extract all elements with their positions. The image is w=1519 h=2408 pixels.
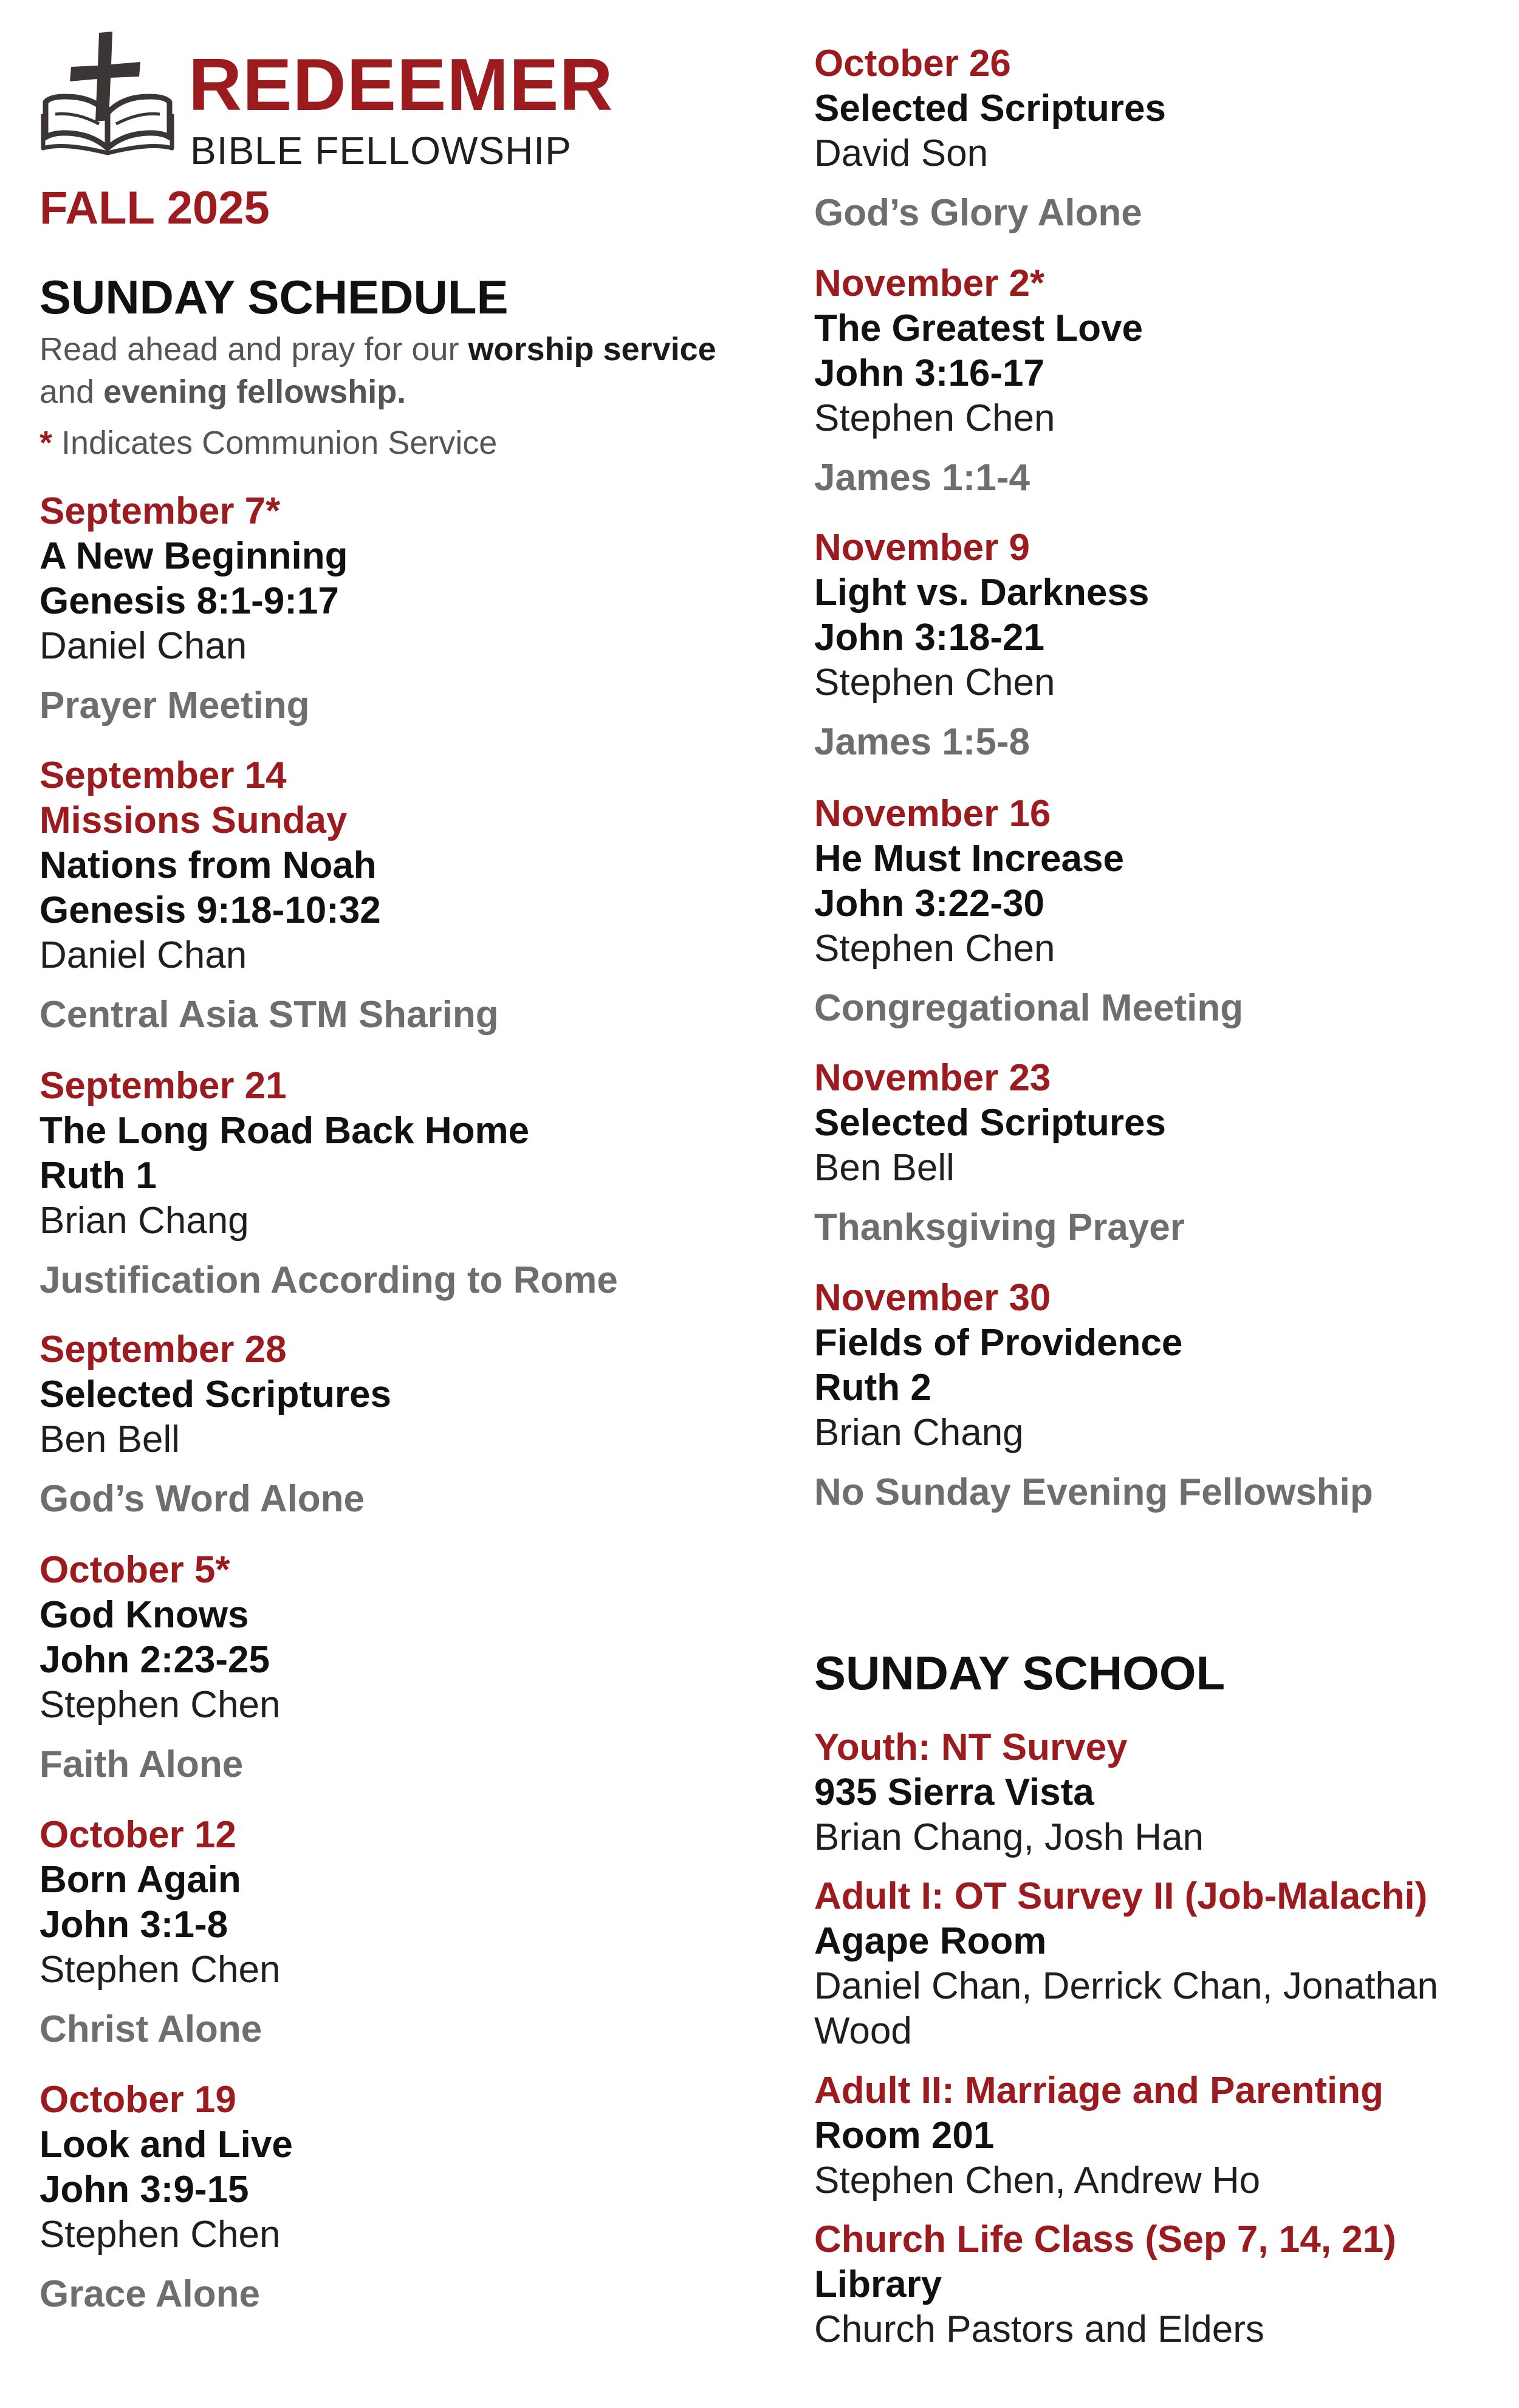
sermon-speaker: David Son <box>814 132 989 174</box>
sermon-speaker: Stephen Chen <box>39 2214 281 2256</box>
class-name: Church Life Class (Sep 7, 14, 21) <box>814 2218 1396 2260</box>
sermon-speaker: Ben Bell <box>814 1147 955 1189</box>
evening-fellowship: Prayer Meeting <box>39 685 310 727</box>
sermon-passage: Ruth 1 <box>39 1155 157 1197</box>
sermon-passage: John 3:22-30 <box>814 883 1045 925</box>
intro-bold-worship: worship service <box>468 331 716 368</box>
schedule-entry <box>814 41 1166 236</box>
sermon-speaker: Stephen Chen <box>814 662 1055 703</box>
schedule-entry <box>814 1276 1373 1515</box>
season-heading: FALL 2025 <box>39 182 270 234</box>
communion-star-icon: * <box>1029 262 1045 304</box>
schedule-entry <box>39 753 499 1038</box>
sunday-school-class <box>814 1874 1495 2054</box>
schedule-entry <box>39 489 348 728</box>
evening-fellowship: James 1:1-4 <box>814 457 1030 499</box>
evening-fellowship: Justification According to Rome <box>39 1259 618 1301</box>
evening-fellowship: Faith Alone <box>39 1743 244 1785</box>
evening-fellowship: Grace Alone <box>39 2273 260 2315</box>
class-name: Youth: NT Survey <box>814 1726 1128 1768</box>
sermon-title: Selected Scriptures <box>814 1102 1166 1144</box>
class-name: Adult I: OT Survey II (Job-Malachi) <box>814 1875 1428 1917</box>
evening-fellowship: Christ Alone <box>39 2008 262 2050</box>
sunday-school-heading: SUNDAY SCHOOL <box>814 1646 1226 1700</box>
entry-date: November 23 <box>814 1057 1051 1099</box>
class-name: Adult II: Marriage and Parenting <box>814 2070 1384 2112</box>
sermon-passage: Genesis 9:18-10:32 <box>39 889 381 931</box>
schedule-entry <box>814 525 1149 765</box>
sermon-passage: Ruth 2 <box>814 1367 931 1409</box>
entry-date: October 19 <box>39 2079 236 2121</box>
class-room: 935 Sierra Vista <box>814 1771 1094 1813</box>
sermon-speaker: Stephen Chen <box>39 1949 281 1991</box>
entry-date: September 28 <box>39 1329 287 1370</box>
evening-fellowship: James 1:5-8 <box>814 721 1030 763</box>
entry-date: November 9 <box>814 527 1030 569</box>
schedule-entry <box>39 1548 280 1787</box>
brand-name: REDEEMER <box>188 43 614 126</box>
sermon-speaker: Brian Chang <box>814 1412 1024 1454</box>
sermon-passage: John 3:18-21 <box>814 617 1045 658</box>
sermon-speaker: Brian Chang <box>39 1200 249 1242</box>
class-room: Agape Room <box>814 1920 1047 1962</box>
entry-date: October 12 <box>39 1814 236 1856</box>
brand-subtitle: BIBLE FELLOWSHIP <box>190 129 572 173</box>
sermon-speaker: Daniel Chan <box>39 625 247 667</box>
sunday-schedule-heading: SUNDAY SCHEDULE <box>39 270 509 324</box>
entry-date: September 21 <box>39 1065 287 1107</box>
sermon-title: A New Beginning <box>39 535 348 577</box>
schedule-entry <box>814 792 1243 1031</box>
sermon-title: Fields of Providence <box>814 1322 1183 1364</box>
evening-fellowship: Thanksgiving Prayer <box>814 1206 1185 1248</box>
sermon-passage: John 3:16-17 <box>814 352 1045 394</box>
evening-fellowship: God’s Glory Alone <box>814 192 1142 234</box>
sunday-school-class <box>814 1725 1495 1860</box>
sermon-passage: John 3:9-15 <box>39 2169 249 2211</box>
sermon-title: Selected Scriptures <box>814 87 1166 129</box>
sermon-passage: Genesis 8:1-9:17 <box>39 580 339 622</box>
evening-fellowship: No Sunday Evening Fellowship <box>814 1471 1373 1513</box>
entry-date: October 5* <box>39 1549 230 1591</box>
sermon-title: Light vs. Darkness <box>814 572 1150 614</box>
communion-star-icon: * <box>266 490 281 532</box>
sermon-title: Selected Scriptures <box>39 1373 391 1415</box>
entry-date: November 16 <box>814 793 1051 835</box>
class-teachers: Daniel Chan, Derrick Chan, Jonathan Wood <box>814 1965 1438 2052</box>
entry-date: November 2* <box>814 262 1045 304</box>
intro-text-2: and <box>39 374 104 410</box>
schedule-entry <box>39 1064 618 1303</box>
communion-star-icon: * <box>39 425 53 461</box>
communion-legend <box>39 426 497 459</box>
intro-text-1: Read ahead and pray for our <box>39 331 468 368</box>
sermon-passage: John 3:1-8 <box>39 1904 228 1946</box>
entry-note: Missions Sunday <box>39 799 348 841</box>
sermon-title: God Knows <box>39 1594 249 1636</box>
sermon-speaker: Ben Bell <box>39 1418 180 1460</box>
sermon-title: He Must Increase <box>814 838 1124 880</box>
communion-star-icon: * <box>215 1549 230 1591</box>
class-room: Room 201 <box>814 2115 995 2157</box>
entry-date: September 14 <box>39 754 287 796</box>
class-teachers: Stephen Chen, Andrew Ho <box>814 2160 1261 2201</box>
intro-bold-evening: evening fellowship. <box>103 374 406 410</box>
schedule-entry <box>39 1327 391 1522</box>
entry-date: November 30 <box>814 1277 1051 1319</box>
sermon-speaker: Stephen Chen <box>814 397 1055 439</box>
class-teachers: Church Pastors and Elders <box>814 2308 1264 2350</box>
sermon-title: Nations from Noah <box>39 844 377 886</box>
entry-date: September 7* <box>39 490 281 532</box>
sermon-speaker: Daniel Chan <box>39 934 247 976</box>
sermon-speaker: Stephen Chen <box>39 1684 281 1726</box>
entry-date: October 26 <box>814 43 1011 84</box>
sunday-school-class <box>814 2217 1495 2352</box>
sunday-school-class <box>814 2068 1495 2203</box>
brand-header <box>39 29 769 173</box>
sermon-title: Born Again <box>39 1859 241 1901</box>
sermon-title: The Greatest Love <box>814 307 1143 349</box>
class-teachers: Brian Chang, Josh Han <box>814 1816 1204 1858</box>
evening-fellowship: God’s Word Alone <box>39 1478 365 1520</box>
schedule-entry <box>39 1813 280 2052</box>
sermon-title: Look and Live <box>39 2124 293 2166</box>
cross-and-open-bible-icon <box>39 29 179 157</box>
schedule-entry <box>814 261 1143 501</box>
sermon-passage: John 2:23-25 <box>39 1639 270 1681</box>
schedule-intro <box>39 328 756 413</box>
sermon-title: The Long Road Back Home <box>39 1110 530 1152</box>
schedule-entry <box>39 2078 293 2317</box>
evening-fellowship: Congregational Meeting <box>814 987 1244 1029</box>
evening-fellowship: Central Asia STM Sharing <box>39 994 499 1036</box>
legend-text: Indicates Communion Service <box>52 425 498 461</box>
sermon-speaker: Stephen Chen <box>814 928 1055 970</box>
schedule-entry <box>814 1056 1185 1250</box>
class-room: Library <box>814 2263 942 2305</box>
